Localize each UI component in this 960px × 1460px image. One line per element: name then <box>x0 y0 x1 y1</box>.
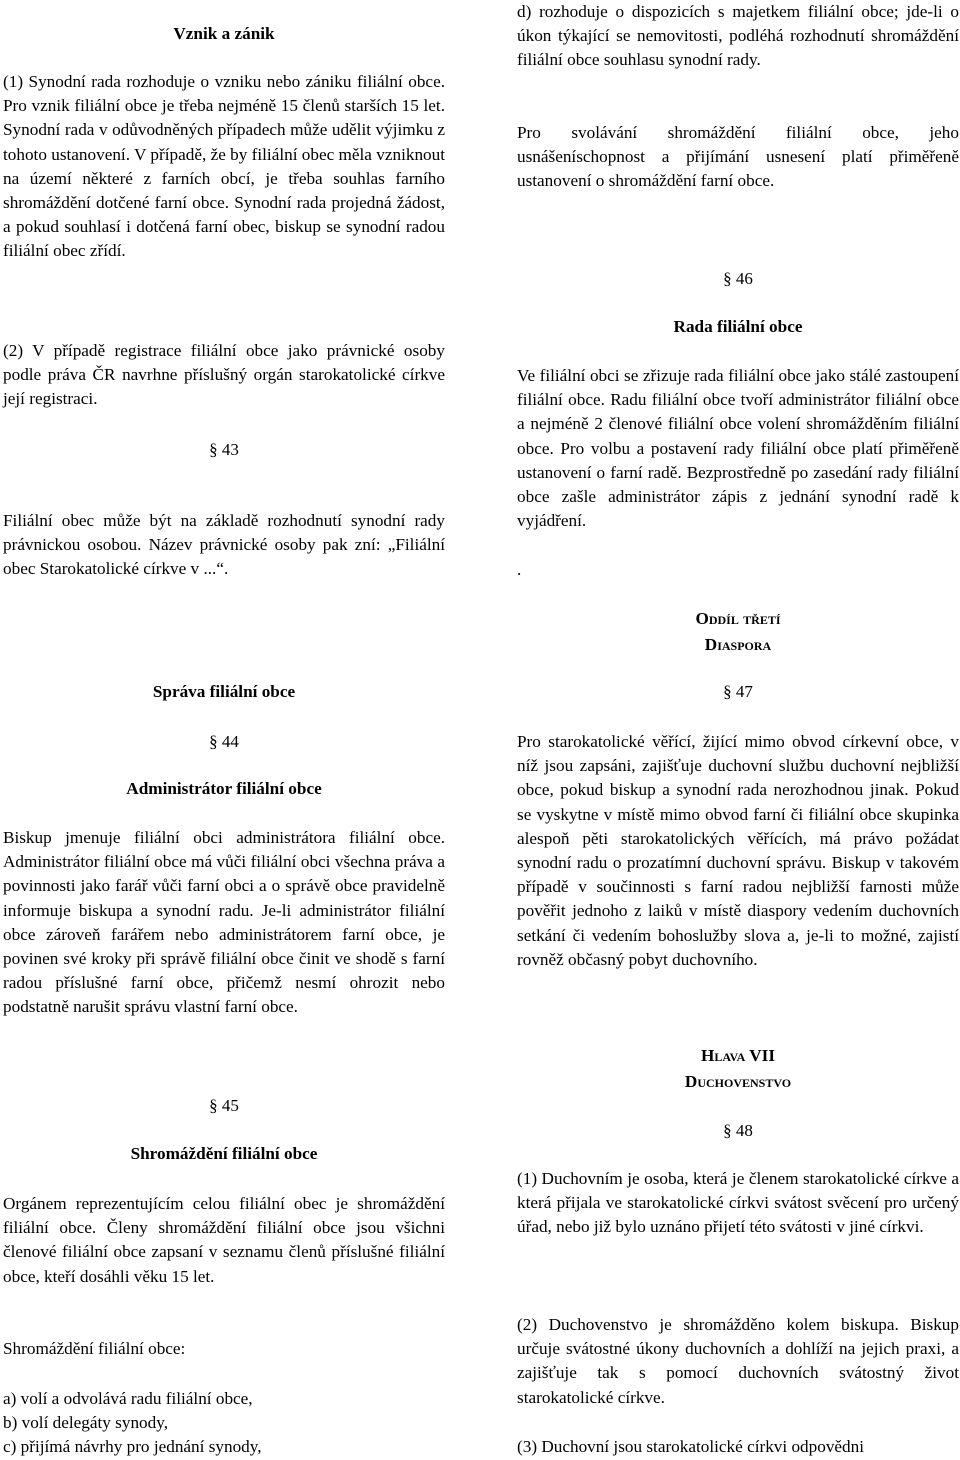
paragraph-47: Pro starokatolické věřící, žijící mimo obvod církevní obce, v níž jsou zapsáni, zajišťuje duchovní službu duchovní nejbližší obce, pokud biskup a synodní rada nerozhodnou jinak. Pokud se vyskytne v místě mimo obvod farní či filiální obce skupinka alespoň pěti starokatolických věřících, má právo požádat synodní radu o prozatímní duchovní správu. Biskup v takovém případě v součinnosti s farní radou nejbližší farnosti může pověřit jednoho z laiků v místě diaspory vedením duchovních setkání či vedením bohoslužby slova a, je-li to možné, zajistí rovněž občasný pobyt duchovního. <box>517 732 959 969</box>
paragraph-44: Biskup jmenuje filiální obci administrátora filiální obce. Administrátor filiální obce má vůči filiální obci všechna práva a povinnosti jako farář vůči farní obci a o správě obce pravidelně informuje biskupa a synodní radu. Je-li administrátor filiální obce zároveň farářem nebo administrátorem farní obce, je povinen své kroky při správě filiální obce činit ve shodě s farní radou příslušné farní obce, přičemž nesmí ohrozit nebo podstatně narušit správu vlastní farní obce. <box>3 828 445 1017</box>
paragraph-45-intro: Shromáždění filiální obce: <box>3 1339 186 1358</box>
heading-hlava-line-2: Duchovenstvo <box>684 1072 792 1091</box>
section-45: § 45 <box>209 1096 239 1115</box>
heading-vznik-a-zanik: Vznik a zánik <box>173 24 275 43</box>
heading-administrator: Administrátor filiální obce <box>126 779 322 798</box>
paragraph-48-1: (1) Duchovním je osoba, která je členem starokatolické církve a která přijala ve starokatolické církvi svátost svěcení pro určený úřad, nebo již bylo uznáno přijetí této svátosti v jiné církvi. <box>517 1169 959 1237</box>
heading-oddil-line-2: Diaspora <box>704 635 772 654</box>
heading-oddil-line-1: Oddíl třetí <box>695 609 781 628</box>
paragraph-vznik-2: (2) V případě registrace filiální obce jako právnické osoby podle práva ČR navrhne příslušný orgán starokatolické církve její registraci. <box>3 341 445 409</box>
paragraph-svolavani: Pro svolávání shromáždění filiální obce, jeho usnášeníschopnost a přijímání usnesení platí přiměřeně ustanovení o shromáždění farní obce. <box>517 123 959 191</box>
heading-oddil-treti <box>517 606 959 658</box>
heading-rada-filialni-obce: Rada filiální obce <box>673 317 803 336</box>
list-item-b: b) volí delegáty synody, <box>3 1413 169 1432</box>
paragraph-vznik-1: (1) Synodní rada rozhoduje o vzniku nebo zániku filiální obce. Pro vznik filiální obce je třeba nejméně 15 členů starších 15 let. Synodní rada v odůvodněných případech může udělit výjimku z tohoto ustanovení. V případě, že by filiální obec měla vzniknout na území některé z farních obcí, je třeba souhlas farního shromáždění dotčené farní obce. Synodní rada projedná žádost, a pokud souhlasí i dotčená farní obec, biskup se synodní radou filiální obec zřídí. <box>3 72 445 261</box>
paragraph-46: Ve filiální obci se zřizuje rada filiální obce jako stálé zastoupení filiální obce. Radu filiální obce tvoří administrátor filiální obce a nejméně 2 členové filiální obce volení shromážděním filiální obce. Pro volbu a postavení rady filiální obce platí přiměřeně ustanovení o farní radě. Bezprostředně po zasedání rady filiální obce zašle administrátor zápis z jednání synodní radě k vyjádření. <box>517 366 959 531</box>
list-item-d: d) rozhoduje o dispozicích s majetkem filiální obce; jde-li o úkon týkající se nemovitosti, podléhá rozhodnutí shromáždění filiální obce souhlasu synodní rady. <box>517 2 959 70</box>
section-48: § 48 <box>723 1121 753 1140</box>
list-item-c: c) přijímá návrhy pro jednání synody, <box>3 1437 262 1456</box>
paragraph-48-2: (2) Duchovenstvo je shromážděno kolem biskupa. Biskup určuje svátostné úkony duchovních a dohlíží na jejich praxi, a zajišťuje tak s pomocí duchovních svátostný život starokatolické církve. <box>517 1315 959 1407</box>
paragraph-48-3: (3) Duchovní jsou starokatolické církvi odpovědni <box>517 1437 865 1456</box>
section-46: § 46 <box>723 269 753 288</box>
heading-hlava-line-1: Hlava VII <box>700 1046 776 1065</box>
section-44: § 44 <box>209 732 239 751</box>
list-item-a: a) volí a odvolává radu filiální obce, <box>3 1389 253 1408</box>
heading-hlava-vii <box>517 1043 959 1095</box>
heading-sprava-filialni-obce: Správa filiální obce <box>152 682 296 701</box>
heading-shromazdeni: Shromáždění filiální obce <box>130 1144 318 1163</box>
stray-dot: . <box>517 560 522 579</box>
section-47: § 47 <box>723 682 753 701</box>
paragraph-43: Filiální obec může být na základě rozhodnutí synodní rady právnickou osobou. Název právnické osoby pak zní: „Filiální obec Starokatolické církve v ...“. <box>3 511 445 579</box>
paragraph-45: Orgánem reprezentujícím celou filiální obec je shromáždění filiální obce. Členy shromáždění filiální obce jsou všichni členové filiální obce zapsaní v seznamu členů příslušné filiální obce, kteří dosáhli věku 15 let. <box>3 1194 445 1286</box>
section-43: § 43 <box>209 440 239 459</box>
